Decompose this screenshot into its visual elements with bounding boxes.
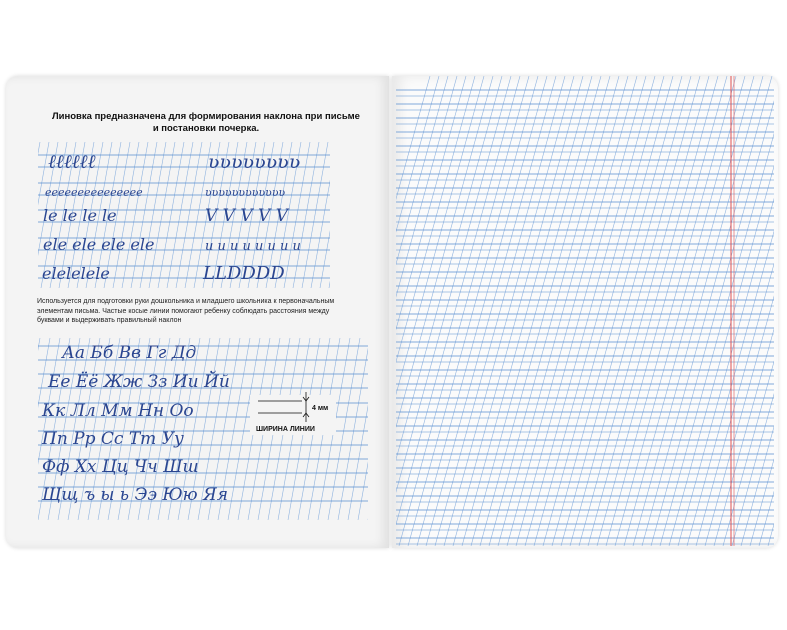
slant-line: [390, 76, 520, 546]
description-line: Используется для подготовки руки дошкольника и младшего школьника к первоначальным: [37, 298, 335, 305]
slant-line: [0, 142, 4, 288]
slant-line: [0, 142, 13, 288]
line-width-diagram: [250, 392, 336, 435]
slant-line: [462, 76, 592, 546]
title-line: Линовка предназначена для формирования наклона при письме: [52, 111, 360, 122]
slant-line: [615, 76, 745, 546]
slant-line: [525, 76, 655, 546]
slant-line: [365, 142, 391, 288]
slant-line: [8, 338, 40, 520]
slant-line: [435, 76, 565, 546]
slant-line: [338, 142, 364, 288]
slant-line: [687, 76, 787, 546]
slant-line: [723, 76, 787, 546]
slant-line: [0, 142, 22, 288]
slant-line: [561, 76, 691, 546]
alphabet-row: Пп Рр Сс Тт Уу: [42, 429, 184, 449]
slant-line: [356, 142, 382, 288]
slanted-ruling-grid: [300, 76, 787, 546]
slant-line: [368, 338, 400, 520]
slant-line: [732, 76, 787, 546]
practice-row: ʋʋʋʋʋʋʋʋʋʋʋʋ: [205, 186, 286, 199]
slant-line: [507, 76, 637, 546]
slant-line: [426, 76, 556, 546]
slant-line: [453, 76, 583, 546]
practice-row: u u u u u u u u: [205, 239, 301, 254]
description: [37, 297, 369, 326]
slant-line: [348, 338, 380, 520]
slant-line: [408, 76, 538, 546]
slant-line: [363, 76, 493, 546]
dimension-value: 4 мм: [312, 405, 329, 412]
slant-line: [444, 76, 574, 546]
slant-line: [516, 76, 646, 546]
slant-line: [642, 76, 772, 546]
slant-line: [0, 338, 30, 520]
description-line: буквами и выдерживать правильный наклон: [37, 317, 182, 324]
alphabet-row: Аа Бб Вв Гг Дд: [62, 343, 197, 363]
slant-line: [417, 76, 547, 546]
practice-row: le le le le: [43, 206, 117, 225]
title-line: и постановки почерка.: [152, 123, 260, 134]
alphabet-row: Фф Хх Цц Чч Шш: [42, 457, 199, 477]
slant-line: [624, 76, 754, 546]
slant-line: [329, 142, 355, 288]
slant-line: [660, 76, 787, 546]
alphabet-rows: [41, 343, 230, 505]
slant-line: [480, 76, 610, 546]
practice-row: ele ele ele ele: [43, 235, 155, 254]
slant-line: [543, 76, 673, 546]
slant-line: [0, 338, 10, 520]
slant-line: [588, 76, 718, 546]
dimension-label: ШИРИНА ЛИНИИ: [256, 426, 315, 433]
slant-line: [399, 76, 529, 546]
alphabet-row: Ее Ёё Жж Зз Ии Йй: [48, 372, 230, 392]
practice-row: ʋʋʋʋʋʋʋʋ: [208, 151, 301, 173]
slant-line: [651, 76, 781, 546]
slant-line: [347, 142, 373, 288]
practice-row: elelelele: [42, 264, 110, 283]
slant-line: [597, 76, 727, 546]
slant-line: [358, 338, 390, 520]
slant-line: [750, 76, 787, 546]
slant-line: [381, 76, 511, 546]
slant-line: [759, 76, 787, 546]
slant-line: [374, 142, 400, 288]
slant-line: [5, 142, 31, 288]
page-title: [30, 111, 382, 135]
slant-line: [579, 76, 709, 546]
practice-rows-left: [42, 151, 154, 283]
slant-line: [471, 76, 601, 546]
slant-line: [705, 76, 787, 546]
slant-line: [354, 76, 484, 546]
practice-row: eeeeeeeeeeeeeee: [45, 186, 143, 199]
slant-line: [0, 338, 20, 520]
description-line: элементам письма. Частые косые линии помогают ребенку соблюдать расстояния между: [37, 307, 330, 315]
slant-line: [777, 76, 787, 546]
slant-line: [696, 76, 787, 546]
slant-line: [489, 76, 619, 546]
slant-line: [633, 76, 763, 546]
practice-row: ℓℓℓℓℓℓ: [48, 151, 96, 173]
slant-line: [378, 338, 410, 520]
slant-line: [741, 76, 787, 546]
practice-rows-right: [202, 151, 301, 284]
slant-line: [372, 76, 502, 546]
slant-line: [570, 76, 700, 546]
slant-line: [14, 142, 40, 288]
slant-line: [534, 76, 664, 546]
practice-row: V V V V V: [205, 206, 288, 226]
slant-line: [383, 142, 409, 288]
slant-line: [768, 76, 787, 546]
slant-line: [338, 338, 370, 520]
slant-line: [498, 76, 628, 546]
alphabet-row: Кк Лл Мм Нн Оо: [42, 401, 194, 421]
slant-line: [606, 76, 736, 546]
slant-line: [552, 76, 682, 546]
alphabet-row: Щщ ъ ы ь Ээ Юю Яя: [42, 485, 229, 505]
practice-row: LLDDDD: [203, 263, 285, 284]
